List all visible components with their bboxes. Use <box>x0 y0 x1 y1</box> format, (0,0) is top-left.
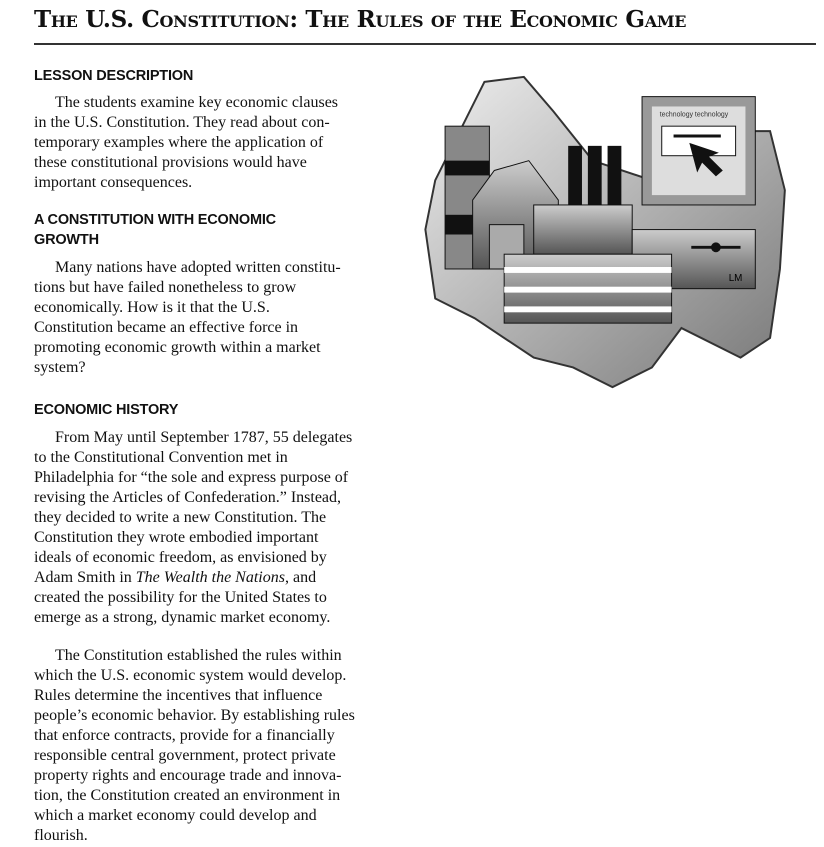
text-line: Constitution they wrote embodied important <box>34 529 319 546</box>
text-line: tion, the Constitution created an environment in <box>34 787 341 804</box>
text-line: to the Constitutional Convention met in <box>34 449 288 466</box>
text-line: in the U.S. Constitution. They read about con- <box>34 114 330 131</box>
heading-line: GROWTH <box>34 232 99 248</box>
text-line: revising the Articles of Confederation.” Instead, <box>34 489 342 506</box>
artist-signature: LM <box>728 272 743 284</box>
text-line: important consequences. <box>34 174 193 191</box>
text-line: ideals of economic freedom, as envisioned by <box>34 549 327 566</box>
text-line: temporary examples where the application of <box>34 134 324 151</box>
text-line: Philadelphia for “the sole and express purpose of <box>34 469 349 486</box>
factory <box>534 205 632 254</box>
paragraph <box>34 258 404 378</box>
text-line: property rights and encourage trade and innova- <box>34 767 342 784</box>
text-line: tions but have failed nonetheless to grow <box>34 279 297 296</box>
paragraph <box>34 428 404 628</box>
text-line: From May until September 1787, 55 delegates <box>55 429 353 446</box>
text-line: The Constitution established the rules within <box>55 647 342 664</box>
text: Adam Smith in <box>34 569 136 586</box>
title-rule <box>34 43 816 45</box>
smokestack <box>608 146 622 205</box>
text-line: which a market economy could develop and <box>34 807 317 824</box>
heading-lesson-description: LESSON DESCRIPTION <box>34 68 194 84</box>
text-line: economically. How is it that the U.S. <box>34 299 270 316</box>
heading-constitution-growth <box>34 210 404 250</box>
heading-line: A CONSTITUTION WITH ECONOMIC <box>34 212 276 228</box>
text-line: people’s economic behavior. By establishing rules <box>34 707 355 724</box>
smokestack <box>568 146 582 205</box>
text-line <box>34 568 404 588</box>
paragraph <box>34 646 404 846</box>
economy-illustration <box>415 72 810 397</box>
text-line: these constitutional provisions would have <box>34 154 307 171</box>
text-line: Rules determine the incentives that influence <box>34 687 323 704</box>
book-title: The Wealth the Nations <box>135 569 285 586</box>
text-line: Many nations have adopted written constitu- <box>55 259 341 276</box>
text: , and <box>284 569 317 586</box>
heading-economic-history: ECONOMIC HISTORY <box>34 402 179 418</box>
page-title: The U.S. Constitution: The Rules of the Economic Game <box>34 6 687 33</box>
text-line: emerge as a strong, dynamic market economy. <box>34 609 331 626</box>
text-column <box>34 66 404 846</box>
text-line: which the U.S. economic system would develop. <box>34 667 347 684</box>
text-line: system? <box>34 359 86 376</box>
text-line: responsible central government, protect private <box>34 747 336 764</box>
text-line: they decided to write a new Constitution. The <box>34 509 327 526</box>
text-line: The students examine key economic clauses <box>55 94 339 111</box>
text-line: that enforce contracts, provide for a financially <box>34 727 335 744</box>
screen-text: technology technology <box>659 111 729 119</box>
smokestack <box>588 146 602 205</box>
text-line: promoting economic growth within a market <box>34 339 321 356</box>
paragraph <box>34 93 404 193</box>
text-line: Constitution became an effective force in <box>34 319 299 336</box>
text-line: flourish. <box>34 827 88 844</box>
text-line: created the possibility for the United States to <box>34 589 327 606</box>
